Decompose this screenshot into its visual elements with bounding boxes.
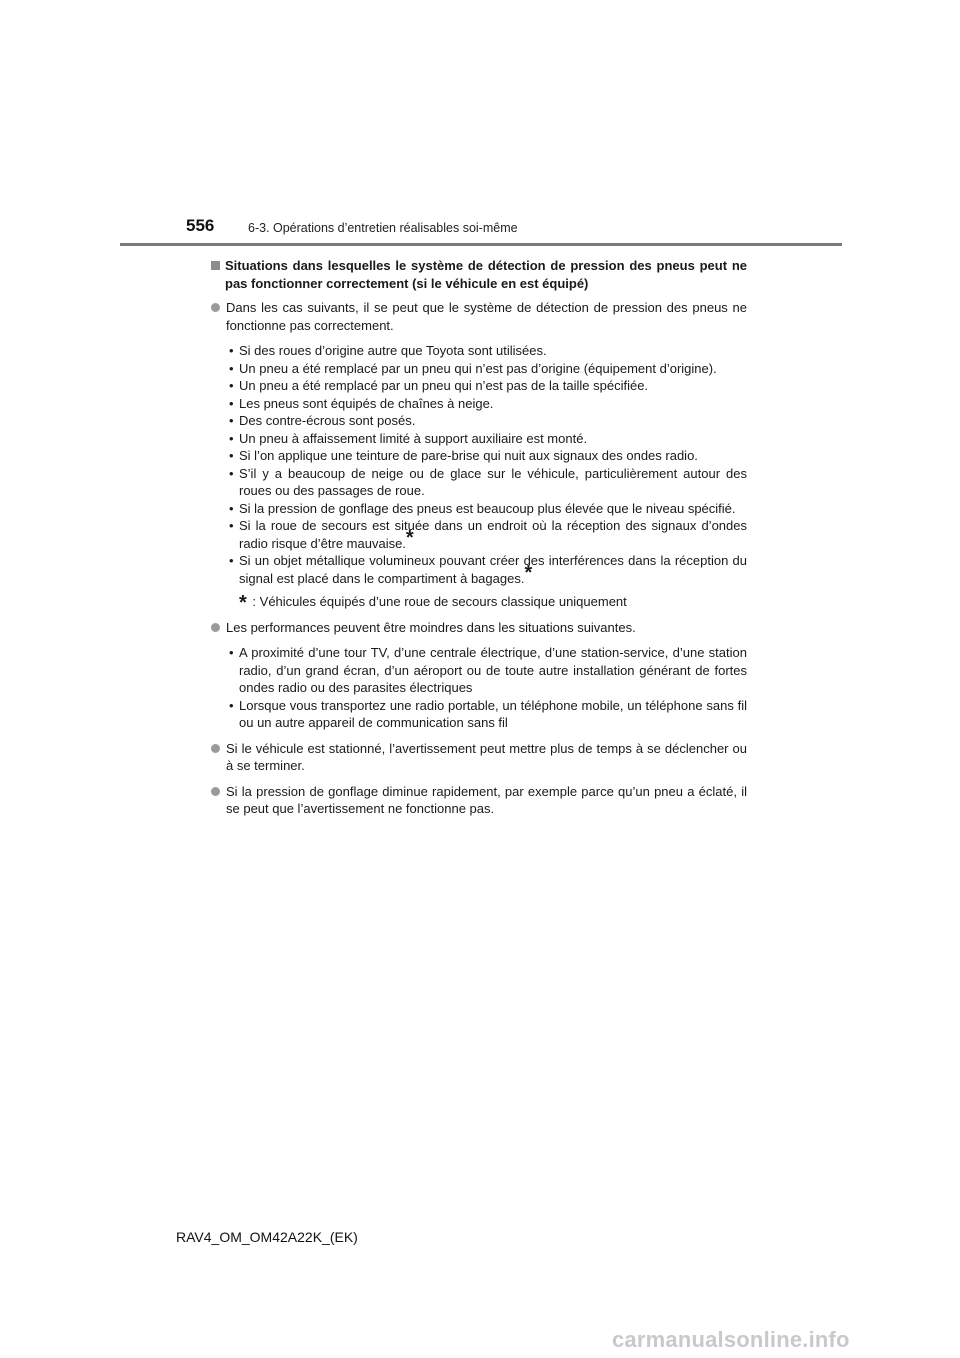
list-item-text: Si la pression de gonflage des pneus est beaucoup plus élevée que le niveau spécifié.	[239, 500, 736, 516]
list-item-text: Des contre-écrous sont posés.	[239, 413, 416, 428]
bullet-text: Dans les cas suivants, il se peut que le système de détection de pression des pneus ne fonctionne pas correctement.	[226, 300, 747, 333]
dot-icon: •	[229, 360, 234, 376]
dot-icon: •	[229, 378, 234, 393]
page-number: 556	[186, 216, 215, 235]
subsection-heading-text: Situations dans lesquelles le système de détection de pression des pneus peut ne pas fonctionner correctement (si le véhicule en est équipé)	[225, 258, 747, 291]
list-item	[226, 697, 747, 732]
dot-icon: •	[229, 413, 234, 428]
dot-icon: •	[229, 448, 234, 463]
circle-bullet-icon	[211, 303, 220, 312]
watermark: carmanualsonline.info	[612, 1327, 850, 1352]
list-item-text: Un pneu à affaissement limité à support auxiliaire est monté.	[239, 430, 588, 446]
square-bullet-icon	[211, 261, 220, 270]
bullet-item	[211, 783, 747, 818]
list-item-text: Un pneu a été remplacé par un pneu qui n’est pas d’origine (équipement d’origine).	[239, 360, 717, 376]
bullet-text: Si la pression de gonflage diminue rapidement, par exemple parce qu’un pneu a éclaté, il se peut que l’avertissement ne fonctionne pas.	[226, 783, 747, 816]
subsection-heading	[211, 257, 747, 292]
dot-icon: •	[229, 518, 234, 533]
header-divider	[120, 243, 842, 246]
interference-list	[226, 644, 747, 732]
list-item	[226, 552, 747, 587]
list-item	[226, 412, 747, 430]
list-item	[226, 360, 747, 378]
dot-icon: •	[229, 500, 234, 516]
circle-bullet-icon	[211, 744, 220, 753]
manual-code: RAV4_OM_OM42A22K_(EK)	[176, 1229, 358, 1245]
list-item	[226, 377, 747, 395]
footnote	[226, 592, 747, 614]
list-item-text: Si l’on applique une teinture de pare-brise qui nuit aux signaux des ondes radio.	[239, 448, 698, 463]
list-item-text: Un pneu a été remplacé par un pneu qui n’est pas de la taille spécifiée.	[239, 378, 649, 393]
list-item	[226, 644, 747, 697]
dot-icon: •	[229, 645, 234, 660]
page-header	[0, 0, 960, 250]
footnote-star: *	[239, 592, 247, 614]
bullet-text: Si le véhicule est stationné, l’avertissement peut mettre plus de temps à se déclencher ou à se terminer.	[226, 740, 747, 773]
bullet-text: Les performances peuvent être moindres dans les situations suivantes.	[226, 619, 636, 635]
dot-icon: •	[229, 465, 234, 481]
footnote-marker: *	[524, 561, 533, 584]
list-item-text: S’il y a beaucoup de neige ou de glace sur le véhicule, particulièrement autour des roues ou des passages de roue.	[239, 465, 747, 498]
list-item	[226, 447, 747, 465]
bullet-item	[211, 619, 747, 637]
dot-icon: •	[229, 430, 234, 446]
bullet-item	[211, 740, 747, 775]
list-item-text: Les pneus sont équipés de chaînes à neige.	[239, 395, 494, 411]
list-item-text: Si la roue de secours est située dans un endroit où la réception des signaux d’ondes radio risque d’être mauvaise.	[239, 518, 747, 551]
list-item-text: A proximité d’une tour TV, d’une centrale électrique, d’une station-service, d’une station radio, d’un grand écran, d’un aéroport ou de toute autre installation générant de fortes ondes radio ou des parasites électriques	[239, 645, 747, 695]
section-title: 6-3. Opérations d’entretien réalisables soi-même	[248, 221, 518, 235]
footnote-text: : Véhicules équipés d’une roue de secours classique uniquement	[252, 594, 627, 609]
page-body	[211, 257, 747, 826]
list-item-text: Si des roues d’origine autre que Toyota sont utilisées.	[239, 343, 547, 358]
circle-bullet-icon	[211, 787, 220, 796]
footnote-marker: *	[405, 526, 414, 549]
list-item	[226, 430, 747, 448]
list-item	[226, 465, 747, 500]
list-item	[226, 342, 747, 360]
bullet-item	[211, 299, 747, 334]
dot-icon: •	[229, 343, 234, 358]
list-item-text: Lorsque vous transportez une radio portable, un téléphone mobile, un téléphone sans fil ou un autre appareil de communication sans fil	[239, 697, 747, 730]
situation-list	[226, 342, 747, 587]
dot-icon: •	[229, 697, 234, 713]
dot-icon: •	[229, 395, 234, 411]
dot-icon: •	[229, 553, 234, 568]
list-item	[226, 395, 747, 413]
list-item	[226, 517, 747, 552]
circle-bullet-icon	[211, 623, 220, 632]
list-item	[226, 500, 747, 518]
list-item-text: Si un objet métallique volumineux pouvant créer des interférences dans la réception du signal est placé dans le compartiment à bagages.	[239, 553, 747, 586]
